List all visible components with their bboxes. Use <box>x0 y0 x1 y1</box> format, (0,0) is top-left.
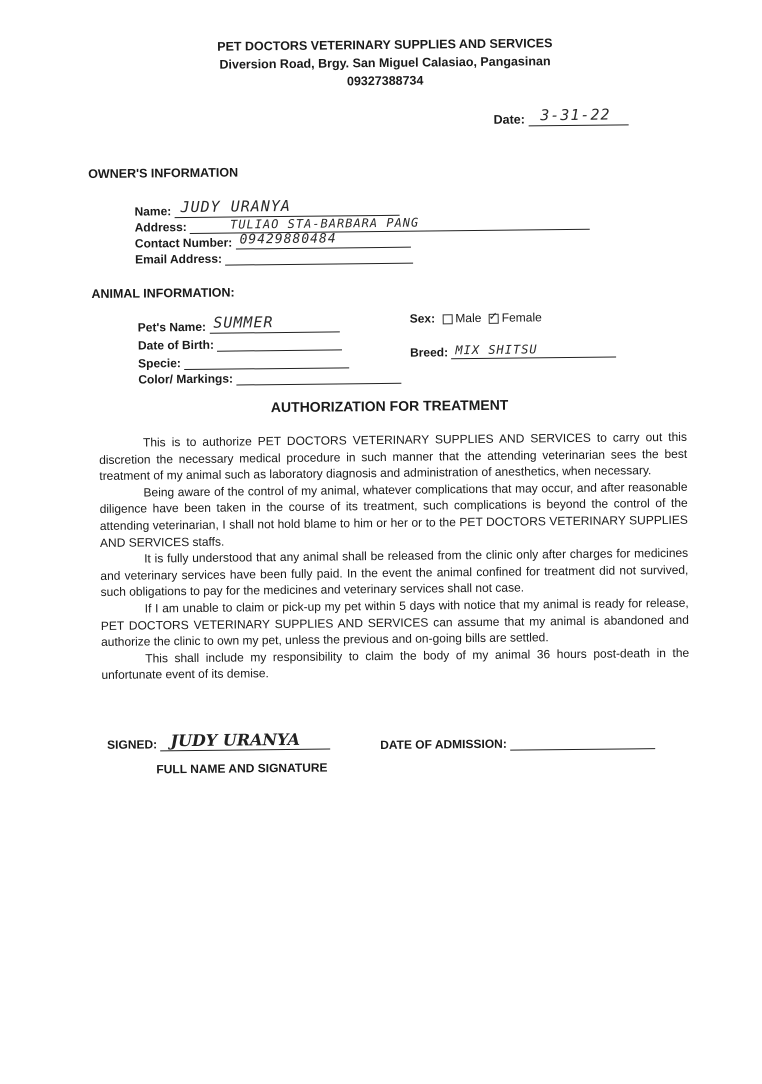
date-label: Date: <box>493 112 525 127</box>
owner-email-field <box>135 248 413 267</box>
signature-field <box>107 729 331 752</box>
pet-name-field <box>137 313 340 335</box>
owner-name-value: JUDY URANYA <box>180 196 291 217</box>
admission-label: DATE OF ADMISSION: <box>380 736 507 753</box>
owner-address-value: TULIAO STA-BARBARA PANG <box>229 215 420 232</box>
authorization-paragraph: It is fully understood that any animal shall be released from the clinic only after charges for medicines and veterinary services have been fully paid. In the event the animal confined for treatment did not survived, such obligations to pay for the medicines and veterinary services shall not case. <box>100 545 689 600</box>
signature-caption: FULL NAME AND SIGNATURE <box>156 760 328 777</box>
owner-email-line[interactable] <box>225 248 413 266</box>
date-value: 3-31-22 <box>540 105 611 125</box>
authorization-body <box>99 429 690 684</box>
owner-contact-line[interactable] <box>235 232 410 250</box>
authorization-paragraph: If I am unable to claim or pick-up my pet within 5 days with notice that my animal is ready for release, PET DOCTORS VETERINARY SUPPLIES AND SERVICES can assume that my animal is abandoned and authorize the clinic to own my pet, unless the previous and on-going bills are settled. <box>100 595 689 650</box>
breed-line[interactable] <box>451 342 616 360</box>
owner-contact-label: Contact Number: <box>134 235 233 251</box>
breed-label: Breed: <box>409 345 449 360</box>
pet-name-label: Pet's Name: <box>137 319 207 335</box>
breed-value: MIX SHITSU <box>455 342 538 358</box>
color-label: Color/ Markings: <box>138 371 234 387</box>
clinic-phone: 09327388734 <box>346 73 424 89</box>
sex-label: Sex: <box>409 311 436 326</box>
authorization-paragraph: Being aware of the control of my animal, whatever complications that may occur, and after reasonable diligence have been taken in the course of its treatment, such complications is beyond the control of the attending veterinarian, I shall not hold blame to him or her or to the PET DOCTORS VETERINARY SUPPLIES AND SERVICES staffs. <box>99 479 688 550</box>
owner-name-label: Name: <box>134 204 172 219</box>
owner-section-title: OWNER'S INFORMATION <box>88 165 239 182</box>
female-checkbox[interactable] <box>489 314 499 324</box>
male-checkbox[interactable] <box>442 314 452 324</box>
dob-field <box>138 334 343 352</box>
clinic-name: PET DOCTORS VETERINARY SUPPLIES AND SERVICES <box>217 36 553 54</box>
signature-line[interactable] <box>160 729 330 752</box>
owner-address-label: Address: <box>134 220 187 235</box>
specie-line[interactable] <box>184 352 349 370</box>
authorization-paragraph: This is to authorize PET DOCTORS VETERINARY SUPPLIES AND SERVICES to carry out this discretion the necessary medical procedure in such manner that the attending veterinarian sees the best treatment of my animal such as laboratory diagnosis and administration of anesthetics, when necessary. <box>99 429 688 484</box>
clinic-address: Diversion Road, Brgy. San Miguel Calasiao, Pangasinan <box>219 54 551 72</box>
specie-label: Specie: <box>138 356 181 371</box>
handwritten-signature: JUDY URANYA <box>170 729 301 751</box>
admission-line[interactable] <box>510 733 655 751</box>
date-field <box>493 105 629 127</box>
clinic-header <box>145 33 626 92</box>
admission-date-field <box>380 733 655 752</box>
color-line[interactable] <box>236 368 401 386</box>
breed-field <box>410 342 617 360</box>
sex-field <box>410 310 542 325</box>
dob-line[interactable] <box>217 334 342 351</box>
pet-name-value: SUMMER <box>213 313 274 332</box>
dob-label: Date of Birth: <box>137 337 215 353</box>
authorization-paragraph: This shall include my responsibility to claim the body of my animal 36 hours post-death in the unfortunate event of its demise. <box>101 645 690 683</box>
date-line[interactable] <box>528 105 628 126</box>
female-label: Female <box>501 310 542 325</box>
owner-email-label: Email Address: <box>134 251 223 267</box>
pet-name-line[interactable] <box>209 313 339 333</box>
owner-contact-value: 09429880484 <box>239 231 337 248</box>
signed-label: SIGNED: <box>107 737 158 752</box>
authorization-title: AUTHORIZATION FOR TREATMENT <box>270 396 509 416</box>
color-field <box>138 368 401 387</box>
male-label: Male <box>455 310 482 326</box>
animal-section-title: ANIMAL INFORMATION: <box>91 285 235 302</box>
